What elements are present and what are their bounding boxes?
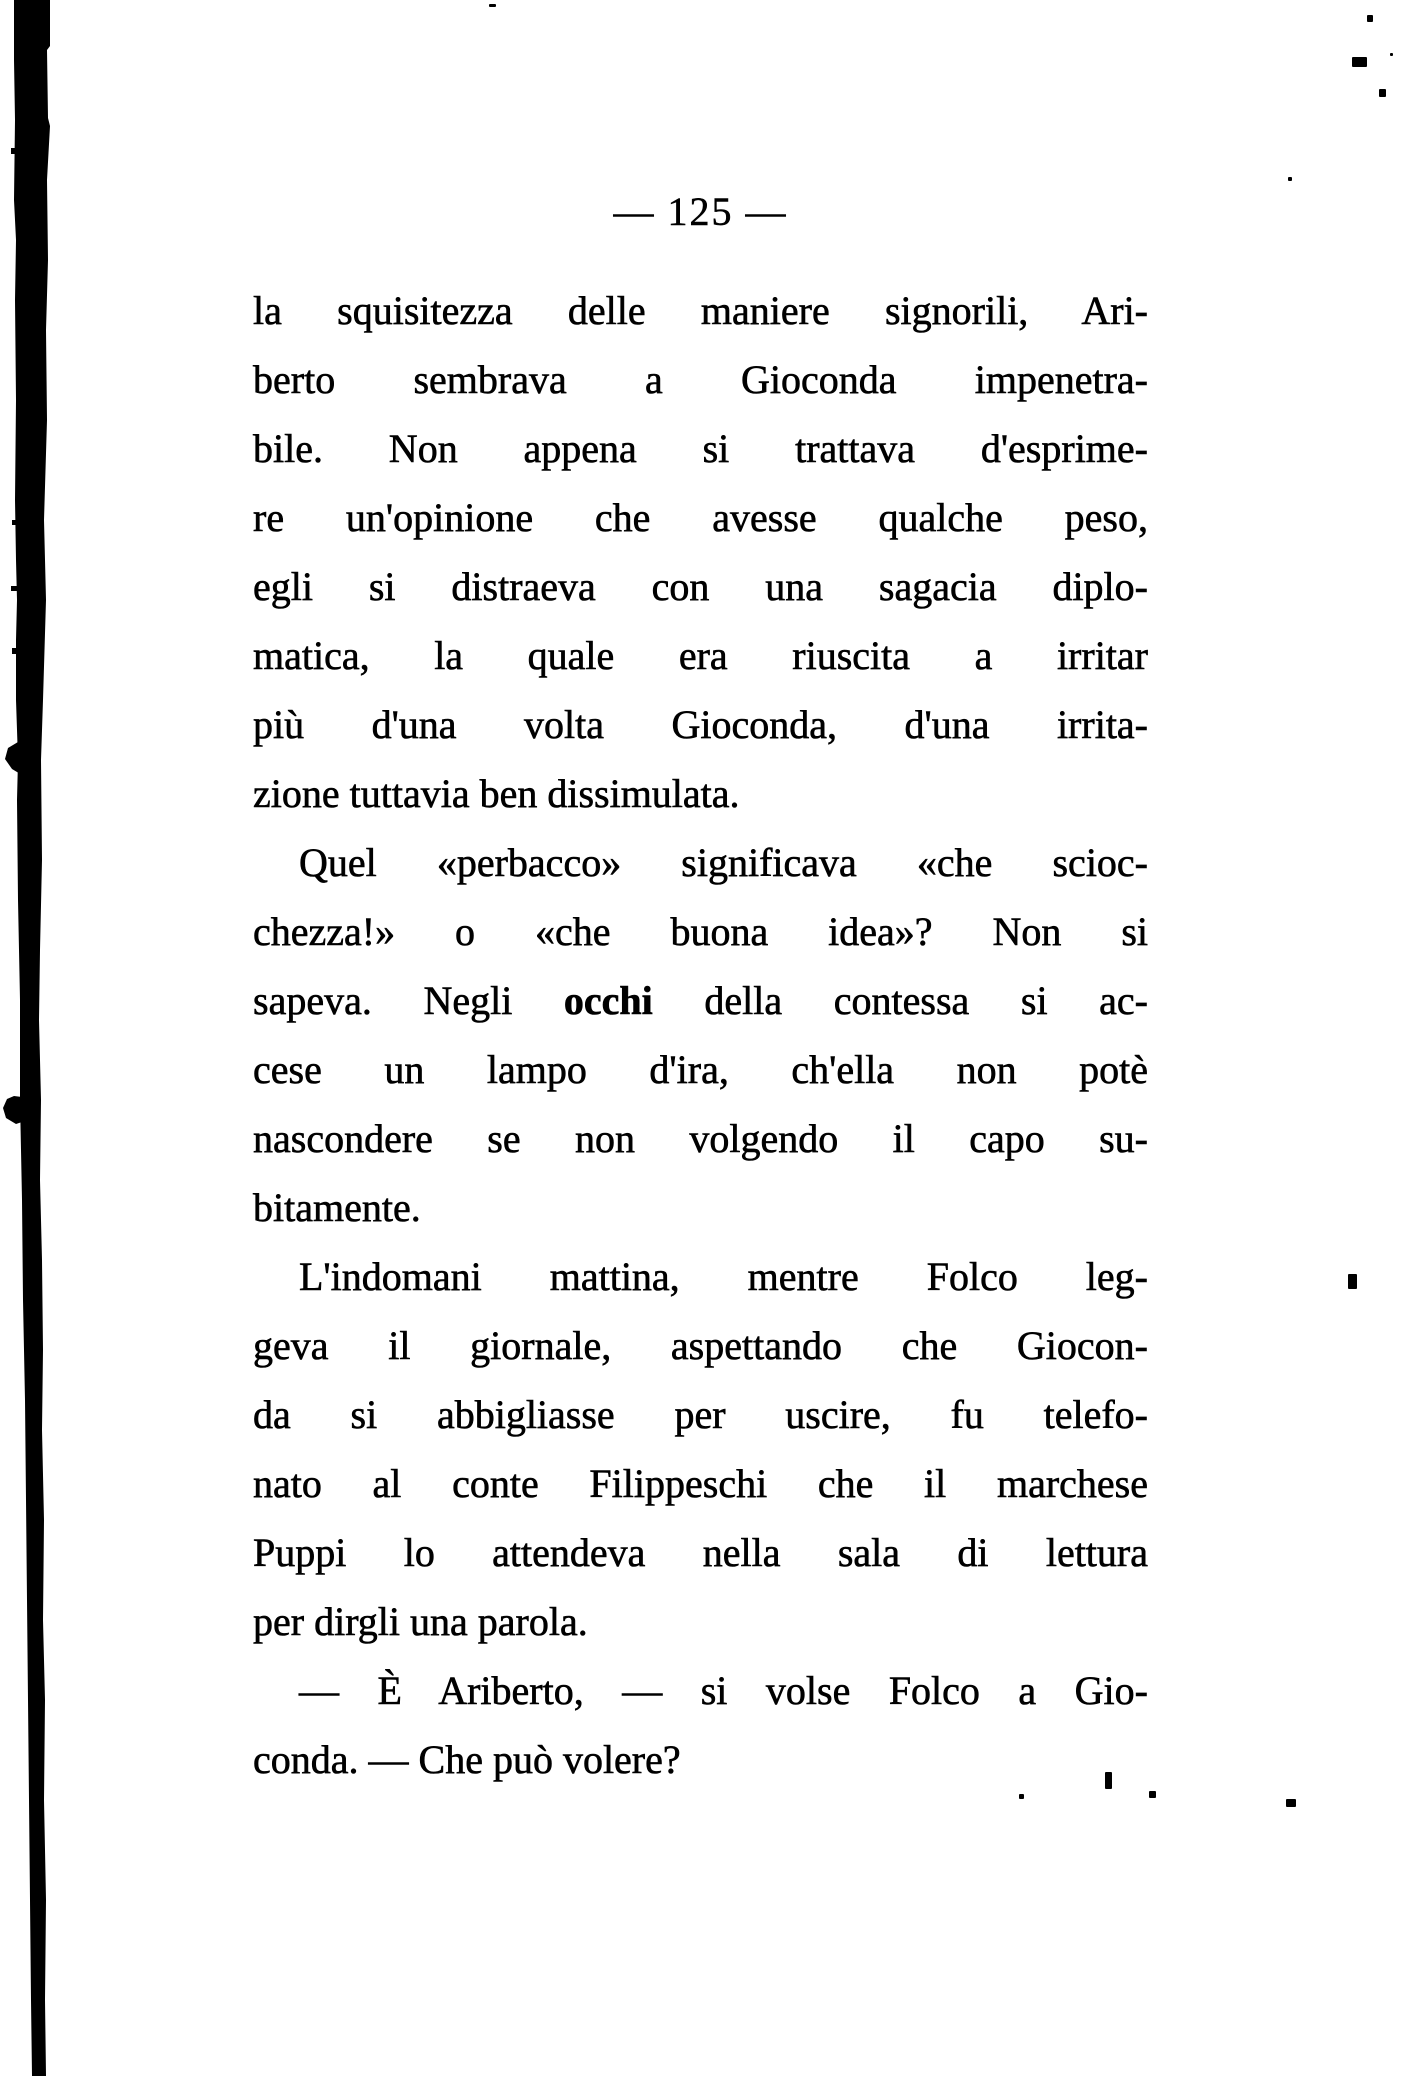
text-line: re un'opinione che avesse qualche peso, (253, 495, 1148, 540)
ink-speck (1105, 1772, 1112, 1789)
text-line: matica, la quale era riuscita a irritar (253, 633, 1148, 678)
page-text (253, 276, 1148, 1794)
text-line: cese un lampo d'ira, ch'ella non potè (253, 1047, 1148, 1092)
ink-speck (1288, 177, 1292, 181)
text-segment: sapeva. Negli (253, 978, 564, 1023)
text-line: Puppi lo attendeva nella sala di lettura (253, 1530, 1148, 1575)
emphasized-word: occhi (563, 978, 653, 1023)
text-line: berto sembrava a Gioconda impenetra- (253, 357, 1148, 402)
ink-speck (1149, 1791, 1156, 1798)
text-line: bile. Non appena si trattava d'esprime- (253, 426, 1148, 471)
ink-speck (1348, 1274, 1357, 1289)
text-line: conda. — Che può volere? (253, 1737, 681, 1782)
scan-binding-artifact (0, 0, 70, 2076)
text-line: da si abbigliasse per uscire, fu telefo- (253, 1392, 1148, 1437)
text-line: nato al conte Filippeschi che il marchese (253, 1461, 1148, 1506)
ink-speck (489, 4, 496, 7)
ink-speck (1390, 53, 1393, 56)
page-number-header: — 125 — (613, 189, 788, 234)
ink-speck (1379, 89, 1386, 97)
text-line: — È Ariberto, — si volse Folco a Gio- (299, 1668, 1148, 1713)
text-line: egli si distraeva con una sagacia diplo- (253, 564, 1148, 609)
text-line: chezza!» o «che buona idea»? Non si (253, 909, 1148, 954)
ink-speck (1019, 1794, 1024, 1799)
text-line: zione tuttavia ben dissimulata. (253, 771, 740, 816)
text-line: nascondere se non volgendo il capo su- (253, 1116, 1148, 1161)
text-line: bitamente. (253, 1185, 421, 1230)
text-line: per dirgli una parola. (253, 1599, 588, 1644)
ink-speck (1286, 1799, 1296, 1807)
text-line: L'indomani mattina, mentre Folco leg- (299, 1254, 1148, 1299)
text-line: la squisitezza delle maniere signorili, Ari- (253, 288, 1148, 333)
ink-speck (1367, 15, 1373, 22)
text-line: Quel «perbacco» significava «che scioc- (299, 840, 1148, 885)
text-line: geva il giornale, aspettando che Giocon- (253, 1323, 1148, 1368)
text-segment: della contessa si ac- (652, 978, 1148, 1023)
text-line (253, 966, 1148, 1035)
ink-speck (1352, 57, 1367, 67)
text-line: più d'una volta Gioconda, d'una irrita- (253, 702, 1148, 747)
